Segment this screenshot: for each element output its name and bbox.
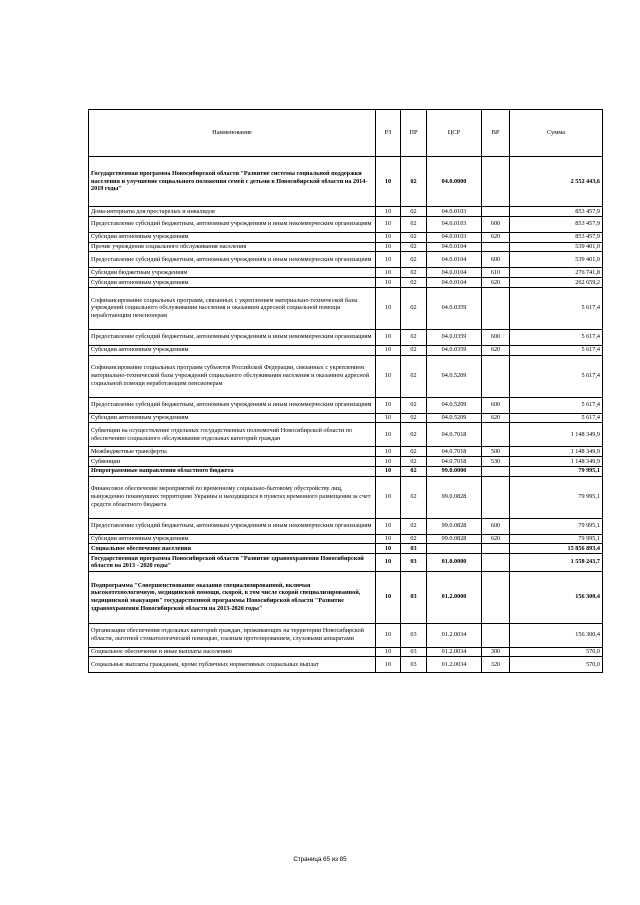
- cell-rz: 10: [376, 355, 401, 397]
- table-row: [89, 157, 603, 207]
- cell-rz: 10: [376, 423, 401, 447]
- cell-vr: 500: [482, 447, 510, 457]
- cell-name: Субвенции на осуществление отдельных государственных полномочий Новосибирской области по обеспечению социального обслуживания отдельных категорий граждан: [89, 423, 376, 447]
- cell-name: Социальные выплаты гражданам, кроме публичных нормативных социальных выплат: [89, 657, 376, 673]
- cell-vr: 600: [482, 216, 510, 232]
- table-row: [89, 447, 603, 457]
- cell-vr: 600: [482, 397, 510, 413]
- cell-csr: 04.0.0103: [427, 232, 482, 242]
- cell-vr: [482, 623, 510, 647]
- cell-rz: 10: [376, 232, 401, 242]
- cell-name: Субсидии автономным учреждениям: [89, 413, 376, 423]
- cell-name: Субвенции: [89, 457, 376, 467]
- cell-name: Непрограммные направления областного бюджета: [89, 466, 376, 476]
- cell-vr: 600: [482, 252, 510, 268]
- cell-pr: 03: [401, 647, 427, 657]
- cell-sum: 5 617,4: [510, 355, 603, 397]
- cell-pr: 02: [401, 476, 427, 518]
- cell-name: Субсидии автономным учреждениям: [89, 232, 376, 242]
- cell-pr: 02: [401, 268, 427, 278]
- cell-csr: 01.2.0000: [427, 571, 482, 623]
- table-row: [89, 413, 603, 423]
- cell-pr: 02: [401, 329, 427, 345]
- cell-pr: 02: [401, 207, 427, 217]
- cell-csr: 04.0.5209: [427, 355, 482, 397]
- cell-vr: [482, 476, 510, 518]
- cell-name: Предоставление субсидий бюджетным, автономным учреждениям и иным некоммерческим организациям: [89, 518, 376, 534]
- cell-csr: 01.0.0000: [427, 554, 482, 572]
- cell-vr: [482, 466, 510, 476]
- cell-pr: 02: [401, 287, 427, 329]
- cell-name: Предоставление субсидий бюджетным, автономным учреждениям и иным некоммерческим организациям: [89, 397, 376, 413]
- table-row: [89, 345, 603, 355]
- cell-rz: 10: [376, 518, 401, 534]
- cell-sum: 539 401,0: [510, 252, 603, 268]
- cell-name: Организация обеспечения отдельных категорий граждан, проживающих на территории Новосибирской области, льготной стоматологической помощью, глазным протезированием, слуховыми аппаратами: [89, 623, 376, 647]
- cell-name: Прочие учреждения социального обслуживания населения: [89, 242, 376, 252]
- cell-sum: 156 300,4: [510, 571, 603, 623]
- cell-pr: 03: [401, 571, 427, 623]
- table-row: [89, 423, 603, 447]
- cell-sum: 853 457,9: [510, 232, 603, 242]
- cell-csr: 04.0.0359: [427, 345, 482, 355]
- cell-sum: 79 995,1: [510, 534, 603, 544]
- cell-csr: 04.0.0103: [427, 207, 482, 217]
- cell-csr: 99.0.0828: [427, 518, 482, 534]
- cell-csr: 99.0.0000: [427, 466, 482, 476]
- cell-vr: [482, 287, 510, 329]
- table-row: [89, 278, 603, 288]
- cell-pr: 02: [401, 355, 427, 397]
- cell-vr: 610: [482, 268, 510, 278]
- cell-vr: 600: [482, 329, 510, 345]
- cell-vr: 530: [482, 457, 510, 467]
- cell-vr: [482, 571, 510, 623]
- header-sum: Сумма: [510, 110, 603, 157]
- header-vr: ВР: [482, 110, 510, 157]
- cell-csr: 04.0.0359: [427, 287, 482, 329]
- table-row: [89, 554, 603, 572]
- cell-rz: 10: [376, 623, 401, 647]
- cell-sum: 79 995,1: [510, 466, 603, 476]
- table-row: [89, 216, 603, 232]
- table-row: [89, 571, 603, 623]
- cell-vr: 620: [482, 278, 510, 288]
- cell-sum: 853 457,9: [510, 207, 603, 217]
- cell-csr: [427, 544, 482, 554]
- cell-rz: 10: [376, 571, 401, 623]
- page-footer: Страница 65 из 85: [293, 856, 347, 863]
- cell-name: Подпрограмма "Совершенствование оказания специализированной, включая высокотехнологичную, медицинской помощи, скорой, в том числе скорой специализированной, медицинской эвакуации" государственной программы Новосибирской области "Развитие здравоохранения Новосибирской области на 2013-2020 годы": [89, 571, 376, 623]
- cell-csr: 01.2.0034: [427, 657, 482, 673]
- cell-name: Софинансирование социальных программ субъектов Российской Федерации, связанных с укреплением материально-технической базы учреждений социального обслуживания населения и оказанием адресной социальной помощи неработающим пенсионерам: [89, 355, 376, 397]
- cell-sum: 5 617,4: [510, 397, 603, 413]
- cell-vr: 620: [482, 413, 510, 423]
- cell-csr: 04.0.5209: [427, 397, 482, 413]
- cell-csr: 01.2.0034: [427, 647, 482, 657]
- cell-csr: 04.0.0000: [427, 157, 482, 207]
- cell-vr: [482, 355, 510, 397]
- cell-csr: 04.0.0104: [427, 252, 482, 268]
- cell-pr: 03: [401, 657, 427, 673]
- cell-sum: 1 148 349,9: [510, 423, 603, 447]
- budget-table: [88, 109, 603, 673]
- cell-csr: 04.0.0103: [427, 216, 482, 232]
- table-row: [89, 544, 603, 554]
- cell-name: Государственная программа Новосибирской области "Развитие системы социальной поддержки населения и улучшение социального положения семей с детьми в Новосибирской области на 2014-2019 годы": [89, 157, 376, 207]
- cell-rz: 10: [376, 207, 401, 217]
- cell-pr: 03: [401, 554, 427, 572]
- cell-sum: 570,0: [510, 647, 603, 657]
- cell-sum: 5 617,4: [510, 413, 603, 423]
- table-row: [89, 207, 603, 217]
- cell-vr: [482, 157, 510, 207]
- table-row: [89, 647, 603, 657]
- cell-rz: 10: [376, 534, 401, 544]
- cell-pr: 03: [401, 623, 427, 647]
- cell-pr: 02: [401, 447, 427, 457]
- table-row: [89, 466, 603, 476]
- cell-sum: 1 148 349,9: [510, 457, 603, 467]
- cell-vr: [482, 207, 510, 217]
- cell-csr: 04.0.5209: [427, 413, 482, 423]
- table-row: [89, 329, 603, 345]
- cell-pr: 02: [401, 216, 427, 232]
- cell-sum: 15 856 893,4: [510, 544, 603, 554]
- cell-sum: 570,0: [510, 657, 603, 673]
- table-row: [89, 287, 603, 329]
- cell-vr: 620: [482, 534, 510, 544]
- table-row: [89, 457, 603, 467]
- table-row: [89, 476, 603, 518]
- cell-csr: 01.2.0034: [427, 623, 482, 647]
- cell-rz: 10: [376, 252, 401, 268]
- cell-pr: 02: [401, 466, 427, 476]
- cell-sum: 5 617,4: [510, 287, 603, 329]
- cell-pr: 02: [401, 534, 427, 544]
- header-pr: ПР: [401, 110, 427, 157]
- cell-rz: 10: [376, 544, 401, 554]
- header-name: Наименование: [89, 110, 376, 157]
- cell-rz: 10: [376, 287, 401, 329]
- cell-rz: 10: [376, 329, 401, 345]
- table-header-row: [89, 110, 603, 157]
- cell-csr: 04.0.0104: [427, 242, 482, 252]
- cell-rz: 10: [376, 278, 401, 288]
- cell-sum: 156 300,4: [510, 623, 603, 647]
- cell-csr: 04.0.0104: [427, 278, 482, 288]
- table-row: [89, 268, 603, 278]
- cell-name: Субсидии автономным учреждениям: [89, 534, 376, 544]
- cell-name: Дома-интернаты для престарелых и инвалидов: [89, 207, 376, 217]
- table-row: [89, 232, 603, 242]
- table-row: [89, 252, 603, 268]
- cell-vr: [482, 554, 510, 572]
- cell-sum: 853 457,9: [510, 216, 603, 232]
- cell-rz: 10: [376, 476, 401, 518]
- cell-vr: 620: [482, 232, 510, 242]
- table-row: [89, 623, 603, 647]
- cell-csr: 04.0.0104: [427, 268, 482, 278]
- cell-pr: 02: [401, 232, 427, 242]
- cell-sum: 2 552 443,6: [510, 157, 603, 207]
- cell-name: Межбюджетные трансферты: [89, 447, 376, 457]
- cell-name: Финансовое обеспечение мероприятий по временному социально-бытовому обустройству лиц, вынужденно покинувших территорию Украины и находящихся в пунктах временного размещения за счет средств областного бюджета: [89, 476, 376, 518]
- cell-rz: 10: [376, 466, 401, 476]
- cell-rz: 10: [376, 242, 401, 252]
- cell-vr: 320: [482, 657, 510, 673]
- cell-pr: 02: [401, 242, 427, 252]
- cell-sum: 276 741,8: [510, 268, 603, 278]
- cell-rz: 10: [376, 657, 401, 673]
- cell-pr: 02: [401, 157, 427, 207]
- cell-rz: 10: [376, 447, 401, 457]
- cell-rz: 10: [376, 554, 401, 572]
- table-row: [89, 518, 603, 534]
- cell-vr: [482, 423, 510, 447]
- cell-rz: 10: [376, 345, 401, 355]
- table-row: [89, 657, 603, 673]
- cell-name: Предоставление субсидий бюджетным, автономным учреждениям и иным некоммерческим организациям: [89, 216, 376, 232]
- cell-pr: 02: [401, 423, 427, 447]
- cell-csr: 99.0.0828: [427, 534, 482, 544]
- table-row: [89, 534, 603, 544]
- cell-pr: 02: [401, 345, 427, 355]
- header-rz: РЗ: [376, 110, 401, 157]
- cell-name: Предоставление субсидий бюджетным, автономным учреждениям и иным некоммерческим организациям: [89, 329, 376, 345]
- cell-pr: 02: [401, 413, 427, 423]
- cell-vr: 600: [482, 518, 510, 534]
- header-csr: ЦСР: [427, 110, 482, 157]
- cell-name: Субсидии бюджетным учреждениям: [89, 268, 376, 278]
- cell-name: Предоставление субсидий бюджетным, автономным учреждениям и иным некоммерческим организациям: [89, 252, 376, 268]
- cell-rz: 10: [376, 397, 401, 413]
- cell-pr: 02: [401, 518, 427, 534]
- cell-sum: 539 401,0: [510, 242, 603, 252]
- cell-vr: [482, 544, 510, 554]
- cell-sum: 79 995,1: [510, 518, 603, 534]
- cell-sum: 262 659,2: [510, 278, 603, 288]
- cell-rz: 10: [376, 268, 401, 278]
- cell-rz: 10: [376, 457, 401, 467]
- cell-vr: 300: [482, 647, 510, 657]
- cell-name: Софинансирование социальных программ, связанных с укреплением материально-технической базы учреждений социального обслуживания населения и оказанием адресной социальной помощи неработающим пенсионерам: [89, 287, 376, 329]
- cell-pr: 02: [401, 457, 427, 467]
- cell-name: Социальное обеспечение населения: [89, 544, 376, 554]
- cell-pr: 03: [401, 544, 427, 554]
- cell-name: Социальное обеспечение и иные выплаты населению: [89, 647, 376, 657]
- cell-sum: 1 148 349,9: [510, 447, 603, 457]
- cell-vr: [482, 242, 510, 252]
- cell-name: Государственная программа Новосибирской области "Развитие здравоохранения Новосибирской области на 2013 - 2020 годы": [89, 554, 376, 572]
- table-row: [89, 355, 603, 397]
- cell-rz: 10: [376, 216, 401, 232]
- cell-csr: 04.0.0359: [427, 329, 482, 345]
- cell-csr: 04.0.7018: [427, 457, 482, 467]
- cell-sum: 5 617,4: [510, 345, 603, 355]
- cell-sum: 79 995,1: [510, 476, 603, 518]
- cell-rz: 10: [376, 413, 401, 423]
- cell-pr: 02: [401, 397, 427, 413]
- table-row: [89, 242, 603, 252]
- cell-rz: 10: [376, 157, 401, 207]
- table-row: [89, 397, 603, 413]
- cell-name: Субсидии автономным учреждениям: [89, 278, 376, 288]
- cell-csr: 99.0.0828: [427, 476, 482, 518]
- cell-pr: 02: [401, 278, 427, 288]
- cell-pr: 02: [401, 252, 427, 268]
- cell-csr: 04.0.7018: [427, 447, 482, 457]
- cell-csr: 04.0.7018: [427, 423, 482, 447]
- cell-name: Субсидии автономным учреждениям: [89, 345, 376, 355]
- cell-sum: 1 558 243,7: [510, 554, 603, 572]
- cell-vr: 620: [482, 345, 510, 355]
- cell-rz: 10: [376, 647, 401, 657]
- cell-sum: 5 617,4: [510, 329, 603, 345]
